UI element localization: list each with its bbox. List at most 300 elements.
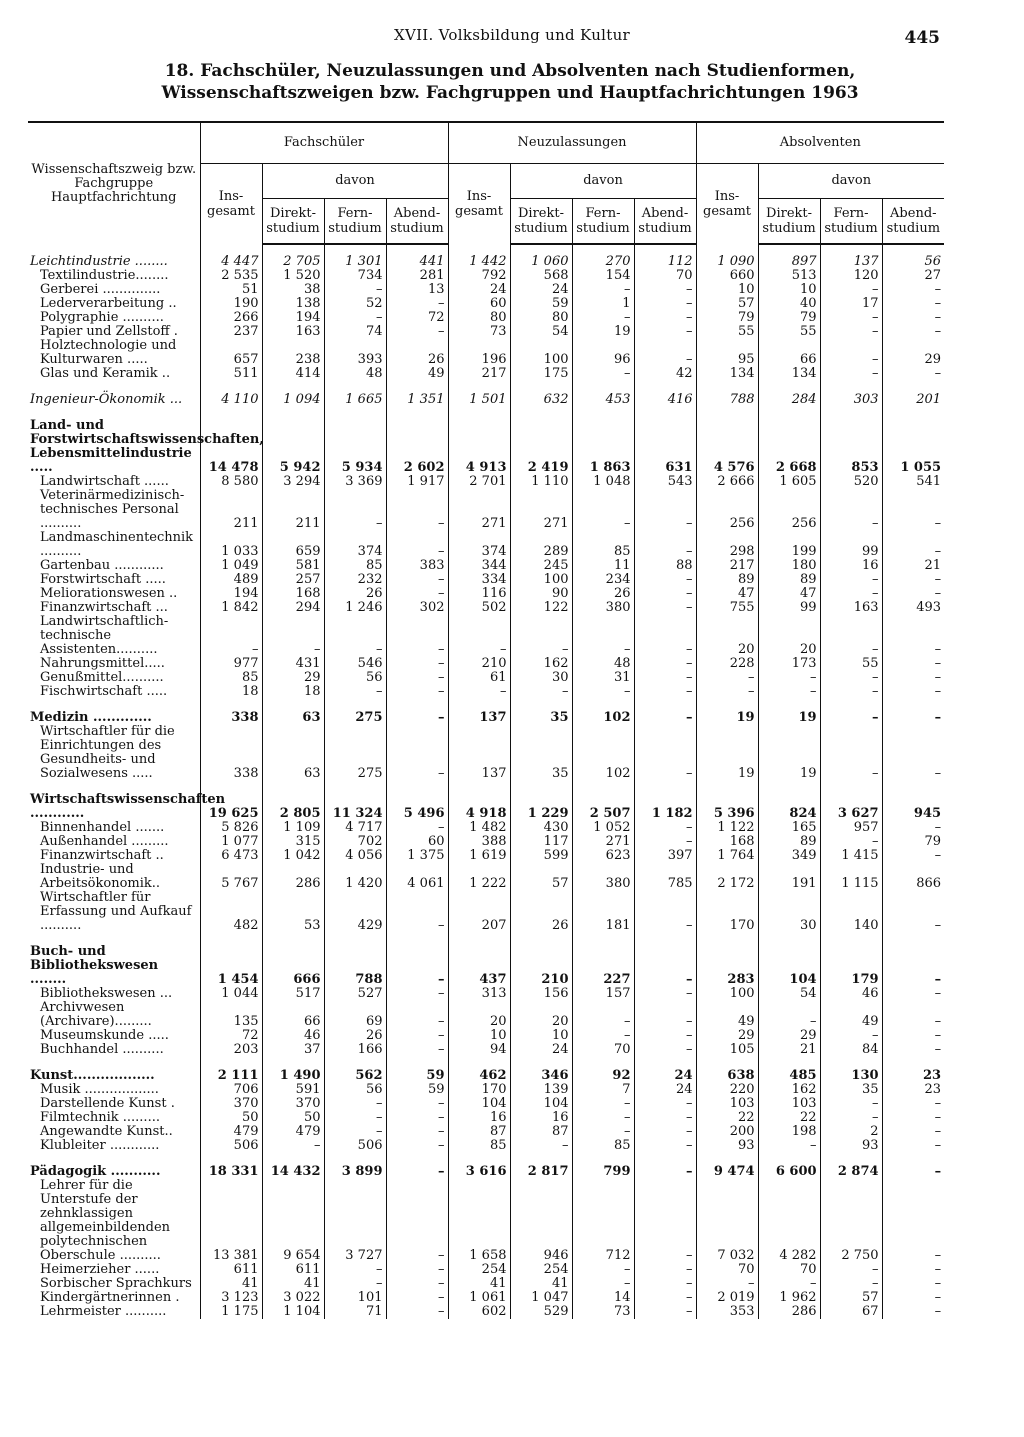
table-cell: 1 182 <box>634 793 696 821</box>
table-cell: – <box>882 325 944 339</box>
table-cell: 170 <box>696 891 758 933</box>
table-cell: 271 <box>572 835 634 849</box>
table-cell: – <box>634 573 696 587</box>
table-cell: – <box>820 283 882 297</box>
table-cell: 11 324 <box>324 793 386 821</box>
table-cell: 493 <box>882 601 944 615</box>
table-cell: 190 <box>200 297 262 311</box>
table-cell: 383 <box>386 559 448 573</box>
table-cell: 706 <box>200 1083 262 1097</box>
table-cell: – <box>386 1277 448 1291</box>
table-cell: – <box>386 1001 448 1029</box>
row-label: Leichtindustrie ........ <box>30 254 168 269</box>
table-cell: 140 <box>820 891 882 933</box>
table-cell: 489 <box>200 573 262 587</box>
table-cell: 30 <box>510 671 572 685</box>
table-row <box>28 367 944 381</box>
table-cell: 102 <box>572 725 634 781</box>
table-cell: 217 <box>448 367 510 381</box>
row-label: Finanzwirtschaft .. <box>40 848 164 863</box>
group-header-fachschueler: Fachschüler <box>200 122 448 164</box>
row-label: Landwirtschaft ...... <box>40 474 169 489</box>
table-cell: 441 <box>386 255 448 269</box>
table-cell: – <box>386 685 448 699</box>
table-cell: – <box>882 531 944 559</box>
table-cell: – <box>386 531 448 559</box>
row-label: Textilindustrie........ <box>40 268 169 283</box>
table-row <box>28 1277 944 1291</box>
table-cell: 228 <box>696 657 758 671</box>
row-label: Heimerzieher ...... <box>40 1262 160 1277</box>
table-cell: 168 <box>262 587 324 601</box>
table-cell: 485 <box>758 1069 820 1083</box>
table-cell: – <box>634 1097 696 1111</box>
table-cell: 46 <box>262 1029 324 1043</box>
table-cell: 294 <box>262 601 324 615</box>
table-cell: 581 <box>262 559 324 573</box>
table-cell: 20 <box>510 1001 572 1029</box>
table-cell: 73 <box>448 325 510 339</box>
table-cell: 93 <box>820 1139 882 1153</box>
table-cell: 4 056 <box>324 849 386 863</box>
table-cell: – <box>820 725 882 781</box>
table-cell: 60 <box>386 835 448 849</box>
table-row <box>28 1125 944 1139</box>
group-header-absolventen: Absolventen <box>696 122 944 164</box>
table-cell: 666 <box>262 945 324 987</box>
table-cell: – <box>882 1139 944 1153</box>
table-cell: 4 717 <box>324 821 386 835</box>
table-cell: 298 <box>696 531 758 559</box>
table-cell: 203 <box>200 1043 262 1057</box>
table-cell: – <box>572 1029 634 1043</box>
table-cell: 344 <box>448 559 510 573</box>
table-cell: 1 490 <box>262 1069 324 1083</box>
table-cell: 1 060 <box>510 255 572 269</box>
table-cell: 41 <box>448 1277 510 1291</box>
table-cell: 18 331 <box>200 1165 262 1179</box>
table-cell: 380 <box>572 863 634 891</box>
table-cell: 2 705 <box>262 255 324 269</box>
table-cell: 170 <box>448 1083 510 1097</box>
table-cell: 56 <box>324 671 386 685</box>
table-cell: – <box>882 1305 944 1319</box>
table-cell: 945 <box>882 793 944 821</box>
row-label: Lederverarbeitung .. <box>40 296 177 311</box>
table-cell: – <box>634 1291 696 1305</box>
table-group-row <box>28 393 944 407</box>
row-label: Kunst.................. <box>30 1068 155 1083</box>
table-cell: 138 <box>262 297 324 311</box>
row-label: Forstwirtschaft ..... <box>40 572 166 587</box>
table-cell: – <box>572 1125 634 1139</box>
table-cell: 89 <box>758 835 820 849</box>
table-cell: 1 <box>572 297 634 311</box>
table-cell: – <box>572 1277 634 1291</box>
table-cell: 70 <box>634 269 696 283</box>
table-cell: – <box>696 671 758 685</box>
table-cell: 57 <box>820 1291 882 1305</box>
table-cell: 227 <box>572 945 634 987</box>
table-cell: – <box>200 615 262 657</box>
table-cell: 74 <box>324 325 386 339</box>
column-header-fernstudium: Fern-studium <box>324 199 386 245</box>
table-row <box>28 835 944 849</box>
table-cell: 4 918 <box>448 793 510 821</box>
table-cell: – <box>634 945 696 987</box>
table-cell: 1 090 <box>696 255 758 269</box>
row-label: Medizin ............. <box>30 710 152 725</box>
table-cell: – <box>634 297 696 311</box>
table-row <box>28 559 944 573</box>
table-cell: 18 <box>200 685 262 699</box>
table-cell: 266 <box>200 311 262 325</box>
table-cell: 163 <box>820 601 882 615</box>
row-label: Veterinärmedizinisch-technisches Personal .......... <box>40 488 185 531</box>
row-label: Klubleiter ............ <box>40 1138 160 1153</box>
table-cell: 431 <box>262 657 324 671</box>
table-cell: 1 764 <box>696 849 758 863</box>
table-cell: 10 <box>448 1029 510 1043</box>
table-cell: – <box>882 849 944 863</box>
table-cell: 2 <box>820 1125 882 1139</box>
table-cell: 85 <box>448 1139 510 1153</box>
table-cell: – <box>758 671 820 685</box>
table-cell: 946 <box>510 1179 572 1263</box>
table-cell: 1 301 <box>324 255 386 269</box>
table-cell: – <box>696 685 758 699</box>
table-cell: 168 <box>696 835 758 849</box>
table-cell: 26 <box>324 587 386 601</box>
table-cell: – <box>634 987 696 1001</box>
table-cell: 85 <box>200 671 262 685</box>
table-row <box>28 587 944 601</box>
table-cell: 56 <box>882 255 944 269</box>
table-cell: – <box>696 1277 758 1291</box>
table-cell: 388 <box>448 835 510 849</box>
table-cell: – <box>386 1029 448 1043</box>
table-cell: 4 447 <box>200 255 262 269</box>
table-cell: 284 <box>758 393 820 407</box>
table-row <box>28 1001 944 1029</box>
table-cell: 349 <box>758 849 820 863</box>
table-cell: 79 <box>882 835 944 849</box>
table-group-row <box>28 255 944 269</box>
table-cell: 22 <box>758 1111 820 1125</box>
page-number: 445 <box>904 28 940 48</box>
table-cell: 897 <box>758 255 820 269</box>
table-cell: 90 <box>510 587 572 601</box>
table-cell: 67 <box>820 1305 882 1319</box>
table-group-row <box>28 419 944 475</box>
table-cell: – <box>882 587 944 601</box>
table-cell: 134 <box>696 367 758 381</box>
row-label: Genußmittel.......... <box>40 670 164 685</box>
table-cell: 2 535 <box>200 269 262 283</box>
table-cell: – <box>386 1179 448 1263</box>
table-cell: 16 <box>448 1111 510 1125</box>
table-cell: 72 <box>386 311 448 325</box>
table-cell: 79 <box>696 311 758 325</box>
table-cell: 63 <box>262 725 324 781</box>
table-cell: 166 <box>324 1043 386 1057</box>
table-cell: 3 369 <box>324 475 386 489</box>
row-label: Sorbischer Sprachkurs <box>40 1276 192 1291</box>
table-cell: 591 <box>262 1083 324 1097</box>
table-cell: – <box>324 685 386 699</box>
table-cell: 130 <box>820 1069 882 1083</box>
table-cell: 2 111 <box>200 1069 262 1083</box>
table-group-row <box>28 1069 944 1083</box>
table-cell: – <box>634 1029 696 1043</box>
table-cell: 632 <box>510 393 572 407</box>
table-cell: 1 052 <box>572 821 634 835</box>
table-cell: 4 576 <box>696 419 758 475</box>
table-cell: – <box>324 489 386 531</box>
table-cell: – <box>882 1165 944 1179</box>
table-cell: – <box>820 685 882 699</box>
table-cell: 72 <box>200 1029 262 1043</box>
davon-header: davon <box>758 164 944 199</box>
table-cell: 50 <box>262 1111 324 1125</box>
table-row <box>28 475 944 489</box>
table-cell: 657 <box>200 339 262 367</box>
table-cell: 1 520 <box>262 269 324 283</box>
table-title <box>140 60 880 104</box>
table-cell: 19 <box>696 711 758 725</box>
table-cell: – <box>572 1263 634 1277</box>
table-cell: 315 <box>262 835 324 849</box>
table-row <box>28 489 944 531</box>
table-cell: 88 <box>634 559 696 573</box>
table-cell: 453 <box>572 393 634 407</box>
table-cell: 702 <box>324 835 386 849</box>
table-row <box>28 1111 944 1125</box>
table-cell: 157 <box>572 987 634 1001</box>
table-cell: – <box>386 671 448 685</box>
table-cell: 137 <box>448 711 510 725</box>
table-cell: 1 104 <box>262 1305 324 1319</box>
table-row <box>28 1097 944 1111</box>
table-row <box>28 1029 944 1043</box>
table-cell: 7 <box>572 1083 634 1097</box>
row-label: Lehrer für die Unterstufe der zehnklassigen allgemeinbildenden polytechnischen Oberschule .......... <box>40 1178 171 1263</box>
table-cell: 87 <box>448 1125 510 1139</box>
table-cell: – <box>324 1263 386 1277</box>
table-cell: 353 <box>696 1305 758 1319</box>
spacer-row <box>28 407 944 419</box>
table-cell: 24 <box>634 1083 696 1097</box>
column-header-insgesamt: Ins-gesamt <box>448 164 510 245</box>
table-cell: 200 <box>696 1125 758 1139</box>
row-label: Buch- und Bibliothekswesen ........ <box>30 944 159 987</box>
table-row <box>28 269 944 283</box>
row-label: Wirtschaftswissenschaften ............ <box>30 792 226 821</box>
table-cell: 599 <box>510 849 572 863</box>
table-cell: 41 <box>510 1277 572 1291</box>
table-row <box>28 1043 944 1057</box>
table-row <box>28 297 944 311</box>
table-cell: 529 <box>510 1305 572 1319</box>
davon-header: davon <box>262 164 448 199</box>
table-cell: 374 <box>448 531 510 559</box>
table-cell: 430 <box>510 821 572 835</box>
table-cell: 479 <box>200 1125 262 1139</box>
row-label: Lehrmeister .......... <box>40 1304 167 1319</box>
table-cell: 11 <box>572 559 634 573</box>
table-cell: 1 222 <box>448 863 510 891</box>
table-cell: 370 <box>262 1097 324 1111</box>
table-cell: – <box>820 587 882 601</box>
table-cell: 275 <box>324 725 386 781</box>
table-cell: 1 454 <box>200 945 262 987</box>
table-cell: 1 619 <box>448 849 510 863</box>
table-cell: 103 <box>758 1097 820 1111</box>
row-label: Buchhandel .......... <box>40 1042 164 1057</box>
table-cell: – <box>882 821 944 835</box>
table-cell: 46 <box>820 987 882 1001</box>
table-cell: 2 419 <box>510 419 572 475</box>
table-cell: 437 <box>448 945 510 987</box>
table-cell: – <box>758 1277 820 1291</box>
table-group-row <box>28 793 944 821</box>
table-cell: 2 701 <box>448 475 510 489</box>
table-cell: – <box>882 615 944 657</box>
table-cell: – <box>634 1305 696 1319</box>
table-cell: 3 616 <box>448 1165 510 1179</box>
table-cell: 520 <box>820 475 882 489</box>
table-cell: – <box>386 489 448 531</box>
table-cell: – <box>882 657 944 671</box>
table-row <box>28 1263 944 1277</box>
table-cell: 755 <box>696 601 758 615</box>
table-cell: – <box>634 671 696 685</box>
table-cell: 49 <box>820 1001 882 1029</box>
table-row <box>28 573 944 587</box>
table-row <box>28 685 944 699</box>
table-cell: 163 <box>262 325 324 339</box>
table-cell: 3 294 <box>262 475 324 489</box>
table-cell: 30 <box>758 891 820 933</box>
table-cell: 85 <box>324 559 386 573</box>
table-cell: – <box>820 1263 882 1277</box>
table-cell: 792 <box>448 269 510 283</box>
table-cell: – <box>882 725 944 781</box>
row-label: Glas und Keramik .. <box>40 366 171 381</box>
table-cell: – <box>758 1001 820 1029</box>
table-cell: 611 <box>200 1263 262 1277</box>
table-cell: 5 942 <box>262 419 324 475</box>
table-cell: 70 <box>696 1263 758 1277</box>
table-cell: 2 666 <box>696 475 758 489</box>
table-cell: 1 420 <box>324 863 386 891</box>
table-title-line-1: 18. Fachschüler, Neuzulassungen und Absolventen nach Studienformen, <box>164 61 856 81</box>
table-cell: 175 <box>510 367 572 381</box>
table-cell: – <box>386 587 448 601</box>
table-cell: 785 <box>634 863 696 891</box>
row-label: Meliorationswesen .. <box>40 586 178 601</box>
table-cell: 137 <box>448 725 510 781</box>
table-cell: 5 396 <box>696 793 758 821</box>
row-label: Holztechnologie und Kulturwaren ..... <box>40 338 177 367</box>
table-cell: 59 <box>510 297 572 311</box>
table-cell: 29 <box>882 339 944 367</box>
table-cell: 397 <box>634 849 696 863</box>
table-cell: 13 381 <box>200 1179 262 1263</box>
row-label: Industrie- und Arbeitsökonomik.. <box>40 862 161 891</box>
row-label: Nahrungsmittel..... <box>40 656 165 671</box>
row-label: Angewandte Kunst.. <box>40 1124 173 1139</box>
table-cell: 2 874 <box>820 1165 882 1179</box>
table-cell: 611 <box>262 1263 324 1277</box>
table-cell: 104 <box>448 1097 510 1111</box>
table-cell: 24 <box>510 283 572 297</box>
table-cell: 4 913 <box>448 419 510 475</box>
table-cell: – <box>820 325 882 339</box>
row-label: Gerberei .............. <box>40 282 161 297</box>
table-header <box>28 122 944 244</box>
table-cell: 2 805 <box>262 793 324 821</box>
table-cell: 56 <box>324 1083 386 1097</box>
table-cell: – <box>324 615 386 657</box>
table-row <box>28 1083 944 1097</box>
table-cell: 2 507 <box>572 793 634 821</box>
table-cell: – <box>820 311 882 325</box>
table-cell: 89 <box>758 573 820 587</box>
table-cell: 9 474 <box>696 1165 758 1179</box>
table-cell: – <box>882 1125 944 1139</box>
table-cell: – <box>882 489 944 531</box>
table-cell: – <box>386 615 448 657</box>
table-cell: – <box>386 725 448 781</box>
table-cell: 734 <box>324 269 386 283</box>
table-cell: 237 <box>200 325 262 339</box>
table-cell: 788 <box>696 393 758 407</box>
table-cell: 23 <box>882 1069 944 1083</box>
table-cell: 414 <box>262 367 324 381</box>
table-cell: 85 <box>572 1139 634 1153</box>
table-cell: 40 <box>758 297 820 311</box>
table-cell: 232 <box>324 573 386 587</box>
table-cell: 14 <box>572 1291 634 1305</box>
table-cell: 100 <box>510 573 572 587</box>
table-cell: – <box>386 1111 448 1125</box>
table-cell: 10 <box>510 1029 572 1043</box>
column-header-fernstudium: Fern-studium <box>572 199 634 245</box>
table-cell: 79 <box>758 311 820 325</box>
row-label: Papier und Zellstoff . <box>40 324 178 339</box>
table-cell: – <box>262 615 324 657</box>
table-cell: 256 <box>758 489 820 531</box>
table-cell: 24 <box>510 1043 572 1057</box>
table-cell: 1 246 <box>324 601 386 615</box>
table-cell: 122 <box>510 601 572 615</box>
table-cell: 29 <box>758 1029 820 1043</box>
table-cell: 60 <box>448 297 510 311</box>
table-cell: 89 <box>696 573 758 587</box>
table-cell: – <box>882 1097 944 1111</box>
table-cell: 211 <box>262 489 324 531</box>
table-cell: – <box>324 283 386 297</box>
table-cell: 165 <box>758 821 820 835</box>
table-cell: – <box>572 489 634 531</box>
table-cell: – <box>448 615 510 657</box>
table-cell: 977 <box>200 657 262 671</box>
table-cell: 191 <box>758 863 820 891</box>
table-cell: – <box>386 1139 448 1153</box>
table-cell: 23 <box>882 1083 944 1097</box>
table-cell: – <box>820 1029 882 1043</box>
